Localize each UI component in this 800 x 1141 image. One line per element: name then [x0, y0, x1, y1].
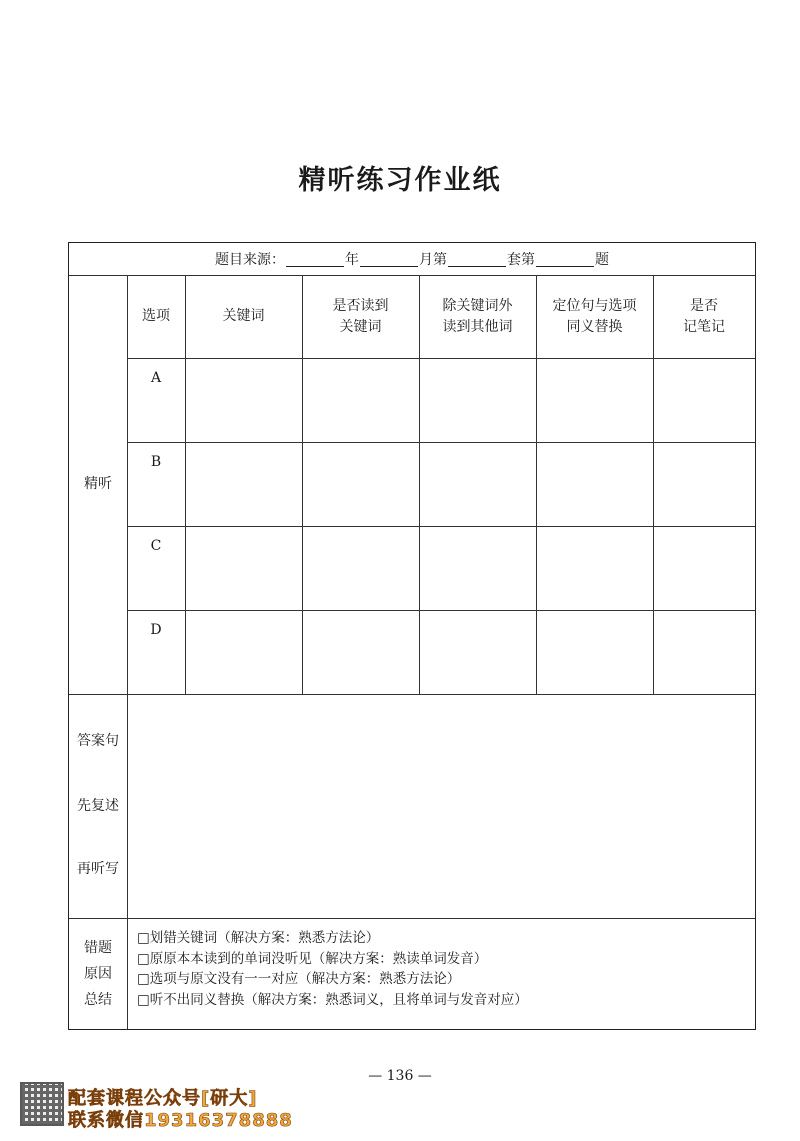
option-d: D [150, 621, 162, 638]
reason-label: 错题 原因 总结 [84, 940, 112, 1008]
set-label: 套第 [507, 252, 535, 268]
reason-item[interactable]: □划错关键词（解决方案：熟悉方法论） [137, 930, 380, 946]
answer-label-1: 答案句 [77, 732, 119, 749]
question-blank[interactable] [536, 252, 594, 267]
option-a: A [150, 369, 162, 386]
month-blank[interactable] [360, 252, 418, 267]
option-c: C [150, 537, 162, 554]
intensive-label: 精听 [84, 476, 112, 492]
col-header-synonym: 定位句与选项 同义替换 [552, 297, 637, 335]
col-header-option: 选项 [142, 308, 170, 324]
year-blank[interactable] [286, 252, 344, 267]
qr-code-icon [20, 1082, 64, 1126]
promo-line-2: 联系微信19316378888 [68, 1110, 293, 1131]
answer-writing-area[interactable] [128, 695, 755, 918]
promo-banner [20, 1082, 340, 1130]
source-row [69, 243, 755, 275]
month-label: 月第 [419, 252, 447, 268]
year-label: 年 [345, 252, 359, 268]
source-prefix: 题目来源： [215, 252, 285, 268]
promo-line-1: 配套课程公众号[研大] [68, 1088, 258, 1109]
set-blank[interactable] [448, 252, 506, 267]
page-number: — 136 — [368, 1068, 432, 1084]
worksheet-table [68, 242, 756, 1030]
question-label: 题 [595, 252, 609, 268]
reason-item[interactable]: □听不出同义替换（解决方案：熟悉词义，且将单词与发音对应） [137, 991, 528, 1008]
answer-label-2: 先复述 [77, 797, 119, 814]
option-b: B [150, 453, 162, 470]
col-header-keyword: 关键词 [222, 308, 265, 324]
reason-item[interactable]: □原原本本读到的单词没听见（解决方案：熟读单词发音） [137, 950, 488, 967]
reason-item[interactable]: □选项与原文没有一一对应（解决方案：熟悉方法论） [137, 971, 461, 987]
col-header-other-words: 除关键词外 读到其他词 [442, 297, 513, 335]
col-header-notes: 是否 记笔记 [683, 297, 725, 335]
page-title: 精听练习作业纸 [298, 165, 502, 196]
col-header-keyword-read: 是否读到 关键词 [332, 297, 389, 335]
answer-label-3: 再听写 [77, 860, 119, 877]
reason-checklist [137, 928, 528, 1010]
